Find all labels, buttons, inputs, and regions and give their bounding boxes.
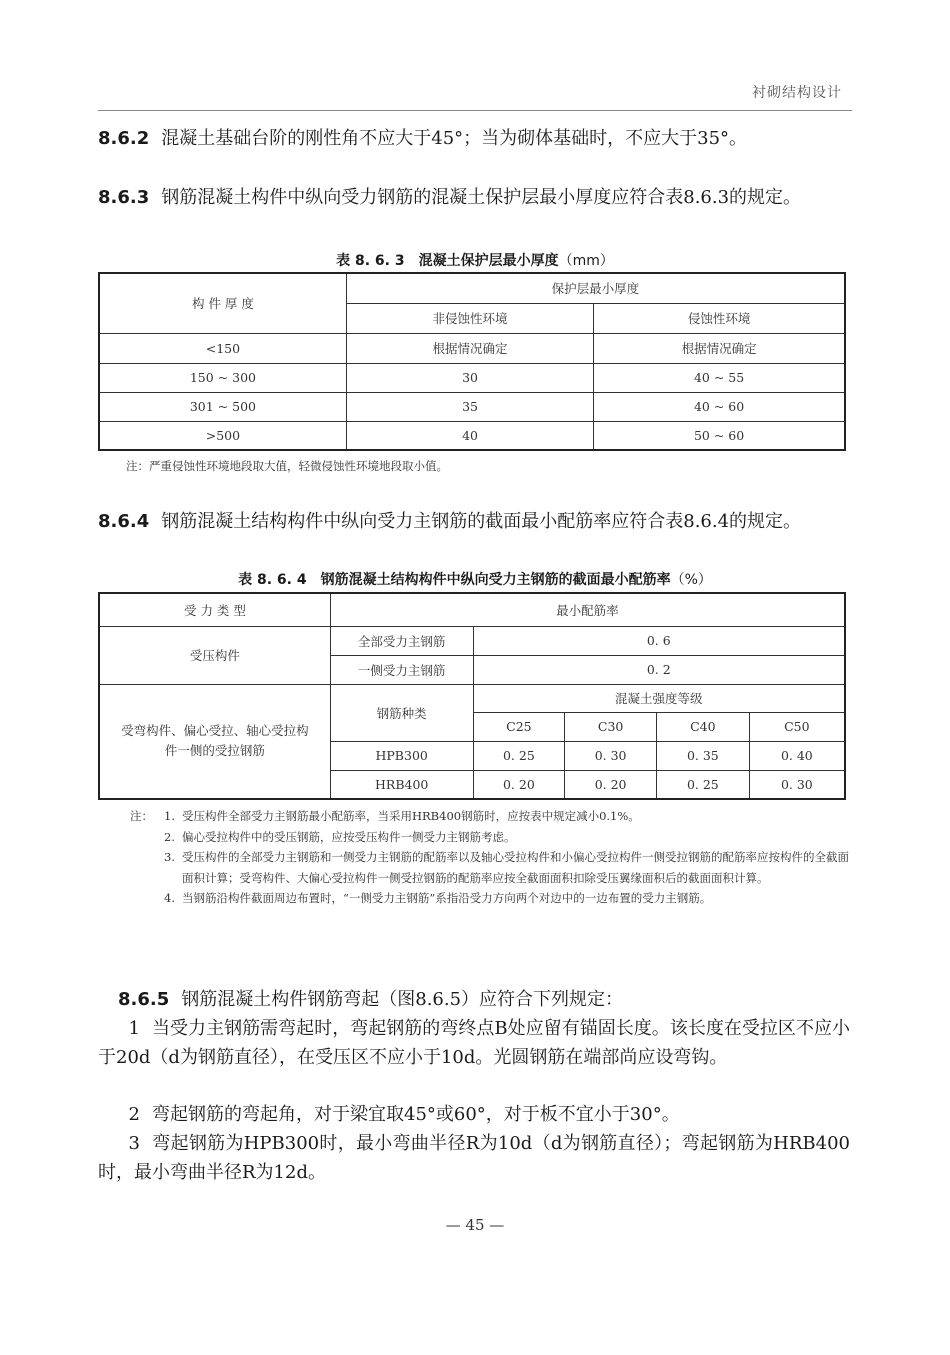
cell-thickness: 301 ~ 500 <box>99 392 346 421</box>
cell-noncorrosive: 根据情况确定 <box>346 333 593 363</box>
cell-concrete-grade: 混凝土强度等级 <box>473 684 845 712</box>
cell-noncorrosive: 30 <box>346 363 593 392</box>
note-text: 受压构件的全部受力主钢筋和一侧受力主钢筋的配筋率以及轴心受拉构件和小偏心受拉构件一侧受拉钢筋的配筋率应按构件的全截面面积计算；受弯构件、大偏心受拉构件一侧受拉钢筋的配筋率应按全截面面积扣除受压翼缘面积后的截面面积计算。 <box>182 850 849 885</box>
cell-corrosive: 50 ~ 60 <box>594 421 845 450</box>
clause-number: 8.6.5 <box>118 989 170 1010</box>
item-text: 弯起钢筋为HPB300时，最小弯曲半径R为10d（d为钢筋直径）；弯起钢筋为HRB400时，最小弯曲半径R为12d。 <box>98 1133 850 1183</box>
note-number: 3. <box>164 850 175 864</box>
running-title: 衬砌结构设计 <box>752 85 842 101</box>
cell-corrosive: 40 ~ 55 <box>594 363 845 392</box>
cell-noncorrosive: 40 <box>346 421 593 450</box>
clause-8-6-4 <box>98 507 850 536</box>
cell-value: 0. 25 <box>473 741 565 770</box>
item-number: 1 <box>128 1018 140 1039</box>
clause-number: 8.6.4 <box>98 511 150 532</box>
header-rule <box>98 110 852 111</box>
table-notes-8-6-4 <box>130 806 850 909</box>
item-number: 3 <box>128 1133 140 1154</box>
header-min-ratio: 最小配筋率 <box>330 593 845 626</box>
clause-8-6-2 <box>98 124 850 153</box>
table-row <box>99 333 845 363</box>
clause-text: 混凝土基础台阶的刚性角不应大于45°；当为砌体基础时，不应大于35°。 <box>161 128 748 149</box>
header-corrosive: 侵蚀性环境 <box>594 303 845 333</box>
cell-rebar-name: HPB300 <box>330 741 473 770</box>
cell-grade-c40: C40 <box>656 712 749 741</box>
cell-grade-c50: C50 <box>749 712 845 741</box>
cell-bending-member: 受弯构件、偏心受拉、轴心受拉构件一侧的受拉钢筋 <box>99 684 330 799</box>
cell-value: 0. 30 <box>749 770 845 799</box>
note-number: 2. <box>164 829 175 844</box>
table-row <box>99 421 845 450</box>
note-item <box>130 847 850 888</box>
cell-thickness: <150 <box>99 333 346 363</box>
cell-all-main-rebar: 全部受力主钢筋 <box>330 626 473 655</box>
caption-unit: （mm） <box>558 253 614 269</box>
caption-text: 表 8. 6. 3 混凝土保护层最小厚度 <box>336 253 559 269</box>
cell-value: 0. 40 <box>749 741 845 770</box>
cell-thickness: >500 <box>99 421 346 450</box>
cell-value: 0. 20 <box>565 770 657 799</box>
clause-text: 钢筋混凝土构件中纵向受力钢筋的混凝土保护层最小厚度应符合表8.6.3的规定。 <box>161 187 802 208</box>
header-noncorrosive: 非侵蚀性环境 <box>346 303 593 333</box>
header-thickness: 构 件 厚 度 <box>99 273 346 333</box>
note-item <box>130 806 850 827</box>
cell-grade-c25: C25 <box>473 712 565 741</box>
note-number: 1. <box>164 809 175 823</box>
cell-value: 0. 25 <box>656 770 749 799</box>
cell-rebar-type: 钢筋种类 <box>330 684 473 741</box>
cell-one-side-value: 0. 2 <box>473 655 845 684</box>
cell-compression-member: 受压构件 <box>99 626 330 684</box>
note-text: 偏心受拉构件中的受压钢筋，应按受压构件一侧受力主钢筋考虑。 <box>182 829 516 844</box>
cell-corrosive: 根据情况确定 <box>594 333 845 363</box>
caption-text: 表 8. 6. 4 钢筋混凝土结构构件中纵向受力主钢筋的截面最小配筋率 <box>238 572 671 588</box>
caption-unit: （%） <box>670 572 712 588</box>
table-caption-8-6-3 <box>0 250 950 270</box>
page-number: — 45 — <box>445 1216 505 1234</box>
table-caption-8-6-4 <box>0 569 950 589</box>
item-text: 弯起钢筋的弯起角，对于梁宜取45°或60°，对于板不宜小于30°。 <box>152 1104 680 1125</box>
clause-number: 8.6.3 <box>98 187 150 208</box>
cell-value: 0. 20 <box>473 770 565 799</box>
table-row <box>99 363 845 392</box>
clause-text: 钢筋混凝土构件钢筋弯起（图8.6.5）应符合下列规定： <box>181 989 624 1010</box>
note-label: 注： <box>130 809 153 823</box>
clause-8-6-5 <box>118 985 850 1014</box>
table-row <box>99 392 845 421</box>
clause-8-6-3 <box>98 183 850 212</box>
cell-value: 0. 30 <box>565 741 657 770</box>
note-item <box>130 888 850 909</box>
note-item <box>130 827 850 848</box>
cell-value: 0. 35 <box>656 741 749 770</box>
cell-corrosive: 40 ~ 60 <box>594 392 845 421</box>
cell-one-side-rebar: 一侧受力主钢筋 <box>330 655 473 684</box>
cell-rebar-name: HRB400 <box>330 770 473 799</box>
list-item <box>98 1100 850 1129</box>
item-number: 2 <box>128 1104 140 1125</box>
table-8-6-3 <box>98 272 846 451</box>
table-note-8-6-3: 注：严重侵蚀性环境地段取大值，轻微侵蚀性环境地段取小值。 <box>126 459 448 473</box>
cell-noncorrosive: 35 <box>346 392 593 421</box>
item-text: 当受力主钢筋需弯起时，弯起钢筋的弯终点B处应留有锚固长度。该长度在受拉区不应小于20d（d为钢筋直径），在受压区不应小于10d。光圆钢筋在端部尚应设弯钩。 <box>98 1018 850 1068</box>
cell-all-main-value: 0. 6 <box>473 626 845 655</box>
note-text: 当钢筋沿构件截面周边布置时，“一侧受力主钢筋”系指沿受力方向两个对边中的一边布置的受力主钢筋。 <box>182 891 712 905</box>
header-cover: 保护层最小厚度 <box>346 273 845 303</box>
cell-thickness: 150 ~ 300 <box>99 363 346 392</box>
note-number: 4. <box>164 891 175 905</box>
note-text: 受压构件全部受力主钢筋最小配筋率，当采用HRB400钢筋时，应按表中规定减小0.1%。 <box>182 809 640 823</box>
table-8-6-4 <box>98 592 846 800</box>
clause-number: 8.6.2 <box>98 128 150 149</box>
list-item <box>98 1014 850 1072</box>
header-load-type: 受 力 类 型 <box>99 593 330 626</box>
cell-grade-c30: C30 <box>565 712 657 741</box>
clause-text: 钢筋混凝土结构构件中纵向受力主钢筋的截面最小配筋率应符合表8.6.4的规定。 <box>161 511 802 532</box>
list-item <box>98 1129 850 1187</box>
